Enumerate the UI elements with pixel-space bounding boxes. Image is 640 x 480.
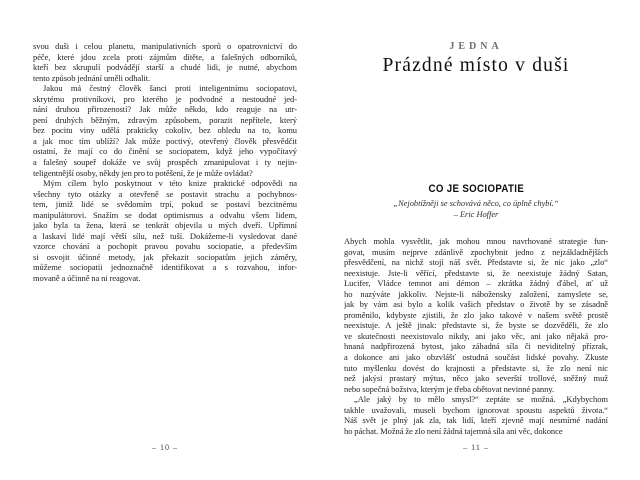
epigraph-attribution: – Eric Hoffer: [453, 210, 499, 219]
body-text-line: tem, jimiž lidé se svědomím trpí, pokud se postaví bezcitnému: [33, 199, 297, 210]
body-text-line: tento způsob jednání uměli odhalit.: [33, 72, 151, 83]
body-text-line: pení druhých běžným, zdravým způsobem, porazit nepřítele, který: [33, 114, 297, 125]
body-text-line: všechny tyto otázky a otevřeně se postavit strachu a pochybnos-: [33, 188, 297, 199]
right-page: [344, 0, 608, 480]
body-text-line: ostatní, že mají co do činění se sociopatem, když jeho vypočítavý: [33, 146, 297, 157]
left-page-number: – 10 –: [152, 443, 178, 452]
chapter-title: Prázdné místo v duši: [382, 55, 570, 76]
body-text-line: než jakýsi prastarý mýtus, něco jako severští trollové, sněžný muž: [344, 373, 608, 384]
body-text-line: tuto myšlenku dovést do krajnosti a představte si, že zlo není nic: [344, 362, 608, 373]
body-text-line: Abych mohla vysvětlit, jak mohou mnou navrhované strategie fun-: [344, 236, 608, 246]
body-text-line: jak by vám asi bylo a kolik vašich představ o životě by se zásadně: [344, 299, 608, 310]
body-text-line: si osvojit účinné metody, jak překazit sociopatům jejich záměry,: [33, 251, 297, 262]
body-text-line: svou duši i celou planetu, manipulativních sporů o opatrovnictví do: [33, 41, 297, 51]
section-heading-wrap: [344, 179, 608, 197]
body-text-line: ho nazýváte jakkoliv. Nejste-li nábožensky založení, zamyslete se,: [344, 288, 608, 299]
body-text-line: hnaná nadpřirozená bytost, jako záhadná síla či neviditelný přízrak,: [344, 341, 608, 352]
body-text-line: Mým cílem bylo poskytnout v této knize praktické odpovědi na: [43, 178, 297, 189]
body-text-line: nebo sopečná božstva, kterým je třeba obětovat nevinné panny.: [344, 383, 555, 394]
left-page: [33, 0, 297, 480]
body-text-line: můžeme sociopatii jednoznačně identifikovat a s rozvahou, infor-: [33, 262, 297, 273]
body-text-line: Lucifer, Vládce temnot ani démon – zkrátka žádný ďábel, ať už: [344, 278, 608, 289]
body-text-line: kteří bez skrupulí podvádějí starší a chudé lidi, je nutné, abychom: [33, 62, 297, 73]
body-text-line: a laskaví lidé mají větší sílu, než tuší. Dokážeme-li vysledovat dané: [33, 230, 297, 241]
body-text-line: Jakou má čestný člověk šanci proti inteligentnímu sociopatovi,: [43, 83, 297, 94]
body-text-line: a falešný soupeř dokáže ve svůj prospěch zmanipulovat i ty nejin-: [33, 157, 297, 168]
body-text-line: ho páchat. Možná že zlo není žádná tajemná síla ani věc, dokonce: [344, 425, 563, 436]
body-text-line: přesvědčení, na nichž stojí náš svět. Představte si, že nic jako „zlo“: [344, 257, 608, 268]
left-page-body-text: [33, 41, 297, 284]
body-text-line: neexistuje. Jste-li věřící, představte si, že neexistuje žádný Satan,: [344, 267, 608, 278]
body-text-line: skrytému protivníkovi, pro kterého je podvodné a nestoudné jed-: [33, 93, 297, 104]
right-page-body-text: [344, 236, 608, 436]
body-text-line: teligentnější osoby, někdy jen pro to potěšení, že je může ovládat?: [33, 167, 253, 178]
right-page-number: – 11 –: [463, 443, 489, 452]
body-text-line: a dokonce ani jako obzvlášť ostudná součást lidské povahy. Zkuste: [344, 352, 608, 363]
body-text-line: movaně a účinně na ni reagovat.: [33, 273, 141, 284]
body-text-line: péče, které jdou zcela proti zájmům dítěte, a falešných odborníků,: [33, 51, 297, 62]
body-text-line: bez pocitu viny udělá prakticky cokoliv, bez ohledu na to, komu: [33, 125, 297, 136]
section-heading: CO JE SOCIOPATIE: [428, 183, 524, 195]
body-text-line: a jak moc tím ublíží? Jak může poctivý, otevřený člověk přesvědčit: [33, 135, 297, 146]
body-text-line: takhle uvažovali, museli bychom ignorovat spoustu aspektů života.“: [344, 404, 608, 415]
body-text-line: ve skutečnosti neexistovalo nikdy, ani jako věc, ani jako nějaká pro-: [344, 330, 608, 341]
body-text-line: govat, musím nejprve zdánlivě zpochybnit jedno z nejzákladnějších: [344, 246, 608, 257]
body-text-line: vzorce chování a pochopit pravou povahu sociopatie, a především: [33, 241, 297, 252]
body-text-line: neexistuje. A ještě jinak: představte si, že byste se dozvěděli, že zlo: [344, 320, 608, 331]
body-text-line: jako byla ta žena, která se tenkrát objevila u mých dveří. Upřímní: [33, 220, 297, 231]
body-text-line: Náš svět je plný jak zla, tak lidí, kteří zjevně mají nesmírné nadání: [344, 415, 608, 426]
chapter-number-label: JEDNA: [449, 41, 503, 52]
body-text-line: manipulátorovi. Snažím se dodat optimismus a odvahu všem lidem,: [33, 209, 297, 220]
epigraph-quote: „Nejobtížněji se schovává něco, co úplně chybí.“: [393, 199, 559, 208]
body-text-line: „Ale jaký by to mělo smysl?“ zeptáte se možná. „Kdybychom: [354, 394, 608, 405]
body-text-line: nání druhou přirozeností? Jak může někdo, kdo reaguje na utr-: [33, 104, 297, 115]
body-text-line: proměnilo, kdybyste zjistili, že zlo jako takové v našem světě prostě: [344, 309, 608, 320]
